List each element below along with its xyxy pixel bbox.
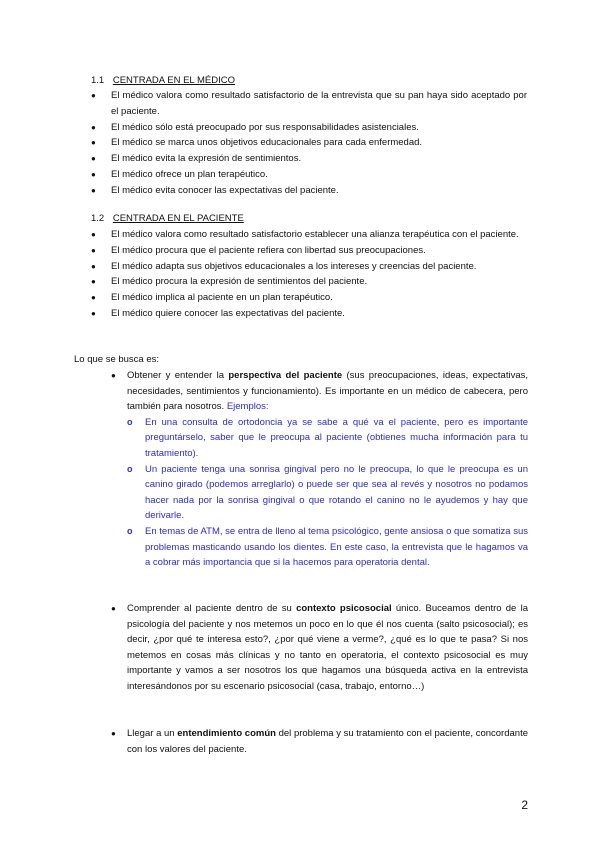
- example-item: o En temas de ATM, se entra de lleno al tema psicológico, gente ansiosa o que somatiza sus problemas masticando usando los dientes. En este caso, la entrevista que le hagamos va a cobrar más importancia que si la hacemos para operatoria dental.: [127, 525, 528, 569]
- page-number: 2: [521, 798, 528, 812]
- bullet-icon: ●: [91, 122, 96, 132]
- list-item: ● El médico implica al paciente en un plan terapéutico.: [91, 290, 527, 306]
- list-item: ● El médico valora como resultado satisfactorio de la entrevista que su pan haya sido aceptado por el paciente.: [91, 90, 527, 117]
- goal-item: ● Llegar a un entendimiento común del problema y su tratamiento con el paciente, concordante con los valores del paciente.: [111, 728, 528, 755]
- circle-bullet-icon: o: [127, 416, 133, 427]
- bullet-icon: ●: [91, 138, 96, 148]
- bullet-icon: ●: [91, 185, 96, 195]
- list-item: ● El médico evita conocer las expectativas del paciente.: [91, 183, 527, 199]
- list-item: ● El médico sólo está preocupado por sus responsabilidades asistenciales.: [91, 120, 527, 136]
- examples-list: [127, 415, 528, 571]
- list-item: ● El médico quiere conocer las expectativas del paciente.: [91, 306, 527, 322]
- list-item: ● El médico ofrece un plan terapéutico.: [91, 167, 527, 183]
- section-title: CENTRADA EN EL MÉDICO: [112, 75, 235, 86]
- example-item: o En una consulta de ortodoncia ya se sabe a qué va el paciente, pero es importante preguntárselo, saber que le preocupa al paciente (obtienes mucha información para tu tratamiento).: [127, 416, 528, 459]
- example-item: o Un paciente tenga una sonrisa gingival pero no le preocupa, lo que le preocupa es un canino girado (podemos arreglarlo) o puede ser que sea al revés y nosotros no podamos hacer nada por la sonrisa gingival o que rotando el canino no le ayudemos y hay que derivarle.: [127, 463, 528, 522]
- list-item: ● El médico procura la expresión de sentimientos del paciente.: [91, 274, 527, 290]
- intro-text: Lo que se busca es:: [74, 354, 160, 365]
- bullet-icon: ●: [91, 169, 96, 179]
- section-heading-medico: [91, 75, 235, 87]
- circle-bullet-icon: o: [127, 525, 133, 536]
- bullet-icon: ●: [111, 729, 116, 738]
- bullet-icon: ●: [91, 261, 96, 271]
- list-item: ● El médico se marca unos objetivos educacionales para cada enfermedad.: [91, 135, 527, 151]
- list-item: ● El médico valora como resultado satisfactorio establecer una alianza terapéutica con el paciente.: [91, 227, 527, 243]
- goal-list-1: [111, 368, 528, 571]
- goal-item: ● Comprender al paciente dentro de su contexto psicosocial único. Buceamos dentro de la psicología del paciente y nos metemos un poco en lo que él nos cuenta (salto psicosocial); es decir, ¿por qué te interesa esto?, ¿por qué viene a verme?, ¿qué es lo que te pasa? Si nos metemos en cosas más clínicas y no tanto en operatoria, el contexto psicosocial es muy importante y vamos a ser nosotros los que hagamos una búsqueda activa en la entrevista interesándonos por su escenario psicosocial (casa, trabajo, entorno…): [111, 603, 528, 692]
- bullet-icon: ●: [111, 371, 116, 380]
- bullet-icon: ●: [91, 245, 96, 255]
- goal-keyword: contexto psicosocial: [296, 603, 392, 614]
- bullet-icon: ●: [91, 154, 96, 164]
- goal-keyword: perspectiva del paciente: [228, 370, 343, 381]
- bullet-icon: ●: [91, 230, 96, 239]
- goal-keyword: entendimiento común: [177, 728, 276, 739]
- section-heading-paciente: [91, 213, 244, 225]
- goal-list-2: [111, 601, 528, 695]
- medico-list: [91, 88, 527, 199]
- list-item: ● El médico adapta sus objetivos educacionales a los intereses y creencias del paciente.: [91, 259, 527, 275]
- bullet-icon: ●: [111, 604, 116, 613]
- section-number: 1.2: [91, 213, 105, 224]
- examples-label: Ejemplos:: [226, 401, 269, 413]
- section-number: 1.1: [91, 75, 105, 86]
- section-title: CENTRADA EN EL PACIENTE: [112, 213, 244, 224]
- list-item: ● El médico procura que el paciente refiera con libertad sus preocupaciones.: [91, 243, 527, 259]
- bullet-icon: ●: [91, 293, 96, 303]
- bullet-icon: ●: [91, 91, 96, 100]
- bullet-icon: ●: [91, 277, 96, 287]
- list-item: ● El médico evita la expresión de sentimientos.: [91, 151, 527, 167]
- bullet-icon: ●: [91, 308, 96, 318]
- goal-list-3: [111, 726, 528, 757]
- paciente-list: [91, 227, 527, 322]
- goal-item: ● Obtener y entender la perspectiva del paciente (sus preocupaciones, ideas, expectativas, necesidades, sentimientos y funcionamiento). Es importante en un médico de cabecera, pero también para nosotros. Ejemplos: o En una consulta de ortodoncia ya se sabe a qué va el paciente, pero es importante preguntárselo, saber que le preocupa al paciente (obtienes mucha información para tu tratamiento). o Un paciente tenga una sonrisa gingival pero no le preocupa, lo que le preocupa es un canino girado (podemos arreglarlo) o puede ser que sea al revés y nosotros no podamos hacer nada por la sonrisa gingival o que rotando el canino no le ayudemos y hay que derivarle. o En temas de ATM, se entra de lleno al tema psicológico, gente ansiosa o que somatiza sus problemas masticando usando los dientes. En este caso, la entrevista que le hagamos va a cobrar más importancia que si la hacemos para operatoria dental.: [111, 368, 528, 571]
- circle-bullet-icon: o: [127, 463, 133, 474]
